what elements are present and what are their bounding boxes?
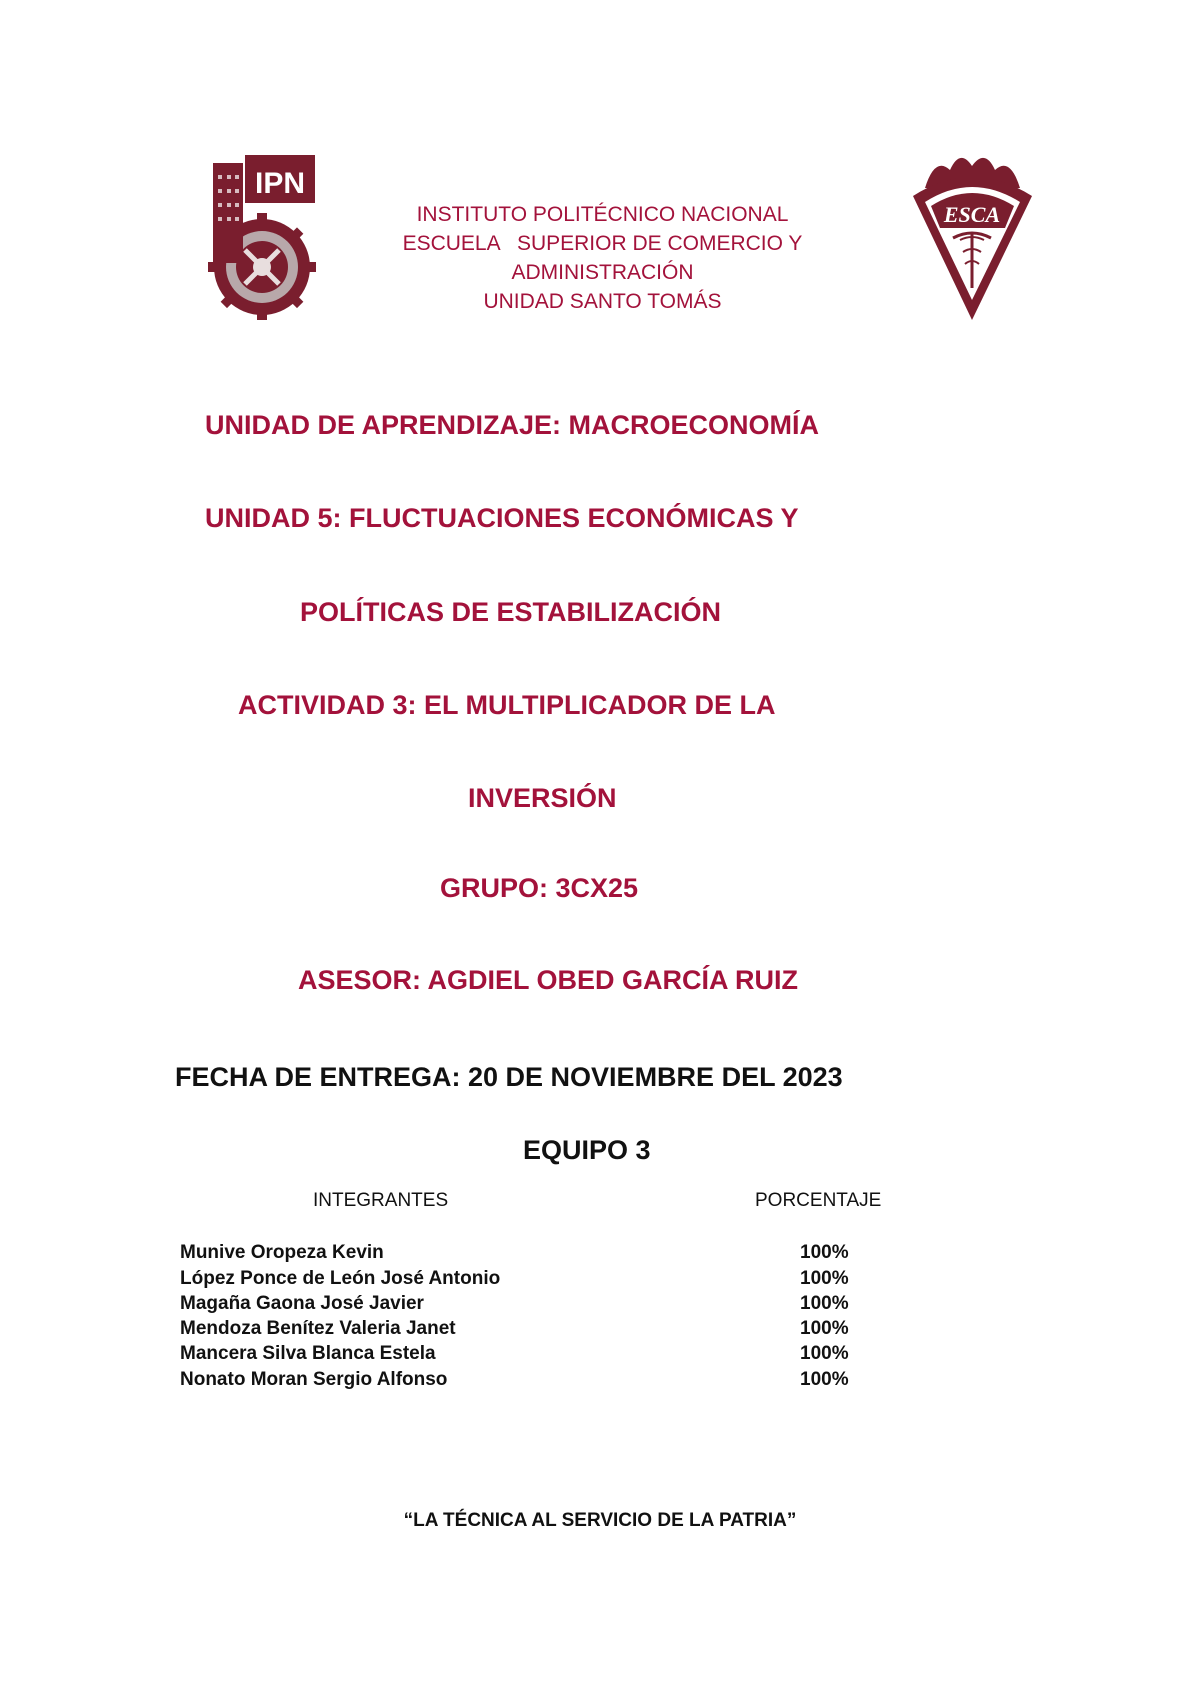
- ipn-logo-text: IPN: [254, 167, 306, 200]
- member-percentage: 100%: [800, 1242, 849, 1263]
- table-row: [0, 1293, 1200, 1318]
- institution-name: [340, 200, 865, 316]
- course-title: UNIDAD DE APRENDIZAJE: MACROECONOMÍA: [205, 410, 820, 440]
- institution-line: INSTITUTO POLITÉCNICO NACIONAL: [416, 203, 789, 226]
- member-name: Nonato Moran Sergio Alfonso: [180, 1369, 448, 1390]
- member-name: López Ponce de León José Antonio: [180, 1268, 501, 1289]
- team-label: EQUIPO 3: [523, 1135, 651, 1165]
- member-percentage: 100%: [800, 1343, 849, 1364]
- members-header-percentage: PORCENTAJE: [755, 1190, 882, 1211]
- unit-title-line1: UNIDAD 5: FLUCTUACIONES ECONÓMICAS Y: [205, 503, 799, 533]
- advisor-label: ASESOR: AGDIEL OBED GARCÍA RUIZ: [298, 965, 799, 995]
- institution-line: UNIDAD SANTO TOMÁS: [483, 290, 722, 313]
- group-label: GRUPO: 3CX25: [440, 873, 639, 903]
- institution-line: ADMINISTRACIÓN: [511, 261, 694, 284]
- due-date: FECHA DE ENTREGA: 20 DE NOVIEMBRE DEL 2023: [175, 1062, 843, 1092]
- esca-logo-text: ESCA: [943, 202, 1001, 227]
- table-row: [0, 1318, 1200, 1343]
- table-row: [0, 1268, 1200, 1293]
- member-name: Munive Oropeza Kevin: [180, 1242, 384, 1263]
- table-row: [0, 1369, 1200, 1394]
- motto: “LA TÉCNICA AL SERVICIO DE LA PATRIA”: [403, 1510, 797, 1531]
- ipn-logo: [205, 155, 320, 320]
- member-name: Magaña Gaona José Javier: [180, 1293, 424, 1314]
- member-percentage: 100%: [800, 1369, 849, 1390]
- table-row: [0, 1242, 1200, 1267]
- institution-line: ESCUELA SUPERIOR DE COMERCIO Y: [402, 232, 803, 255]
- member-percentage: 100%: [800, 1293, 849, 1314]
- member-percentage: 100%: [800, 1268, 849, 1289]
- esca-logo: [905, 148, 1040, 323]
- member-name: Mendoza Benítez Valeria Janet: [180, 1318, 456, 1339]
- member-name: Mancera Silva Blanca Estela: [180, 1343, 436, 1364]
- member-percentage: 100%: [800, 1318, 849, 1339]
- members-header-name: INTEGRANTES: [313, 1190, 449, 1211]
- unit-title-line2: POLÍTICAS DE ESTABILIZACIÓN: [300, 597, 722, 627]
- activity-title-line2: INVERSIÓN: [468, 783, 617, 813]
- table-row: [0, 1343, 1200, 1368]
- activity-title-line1: ACTIVIDAD 3: EL MULTIPLICADOR DE LA: [238, 690, 776, 720]
